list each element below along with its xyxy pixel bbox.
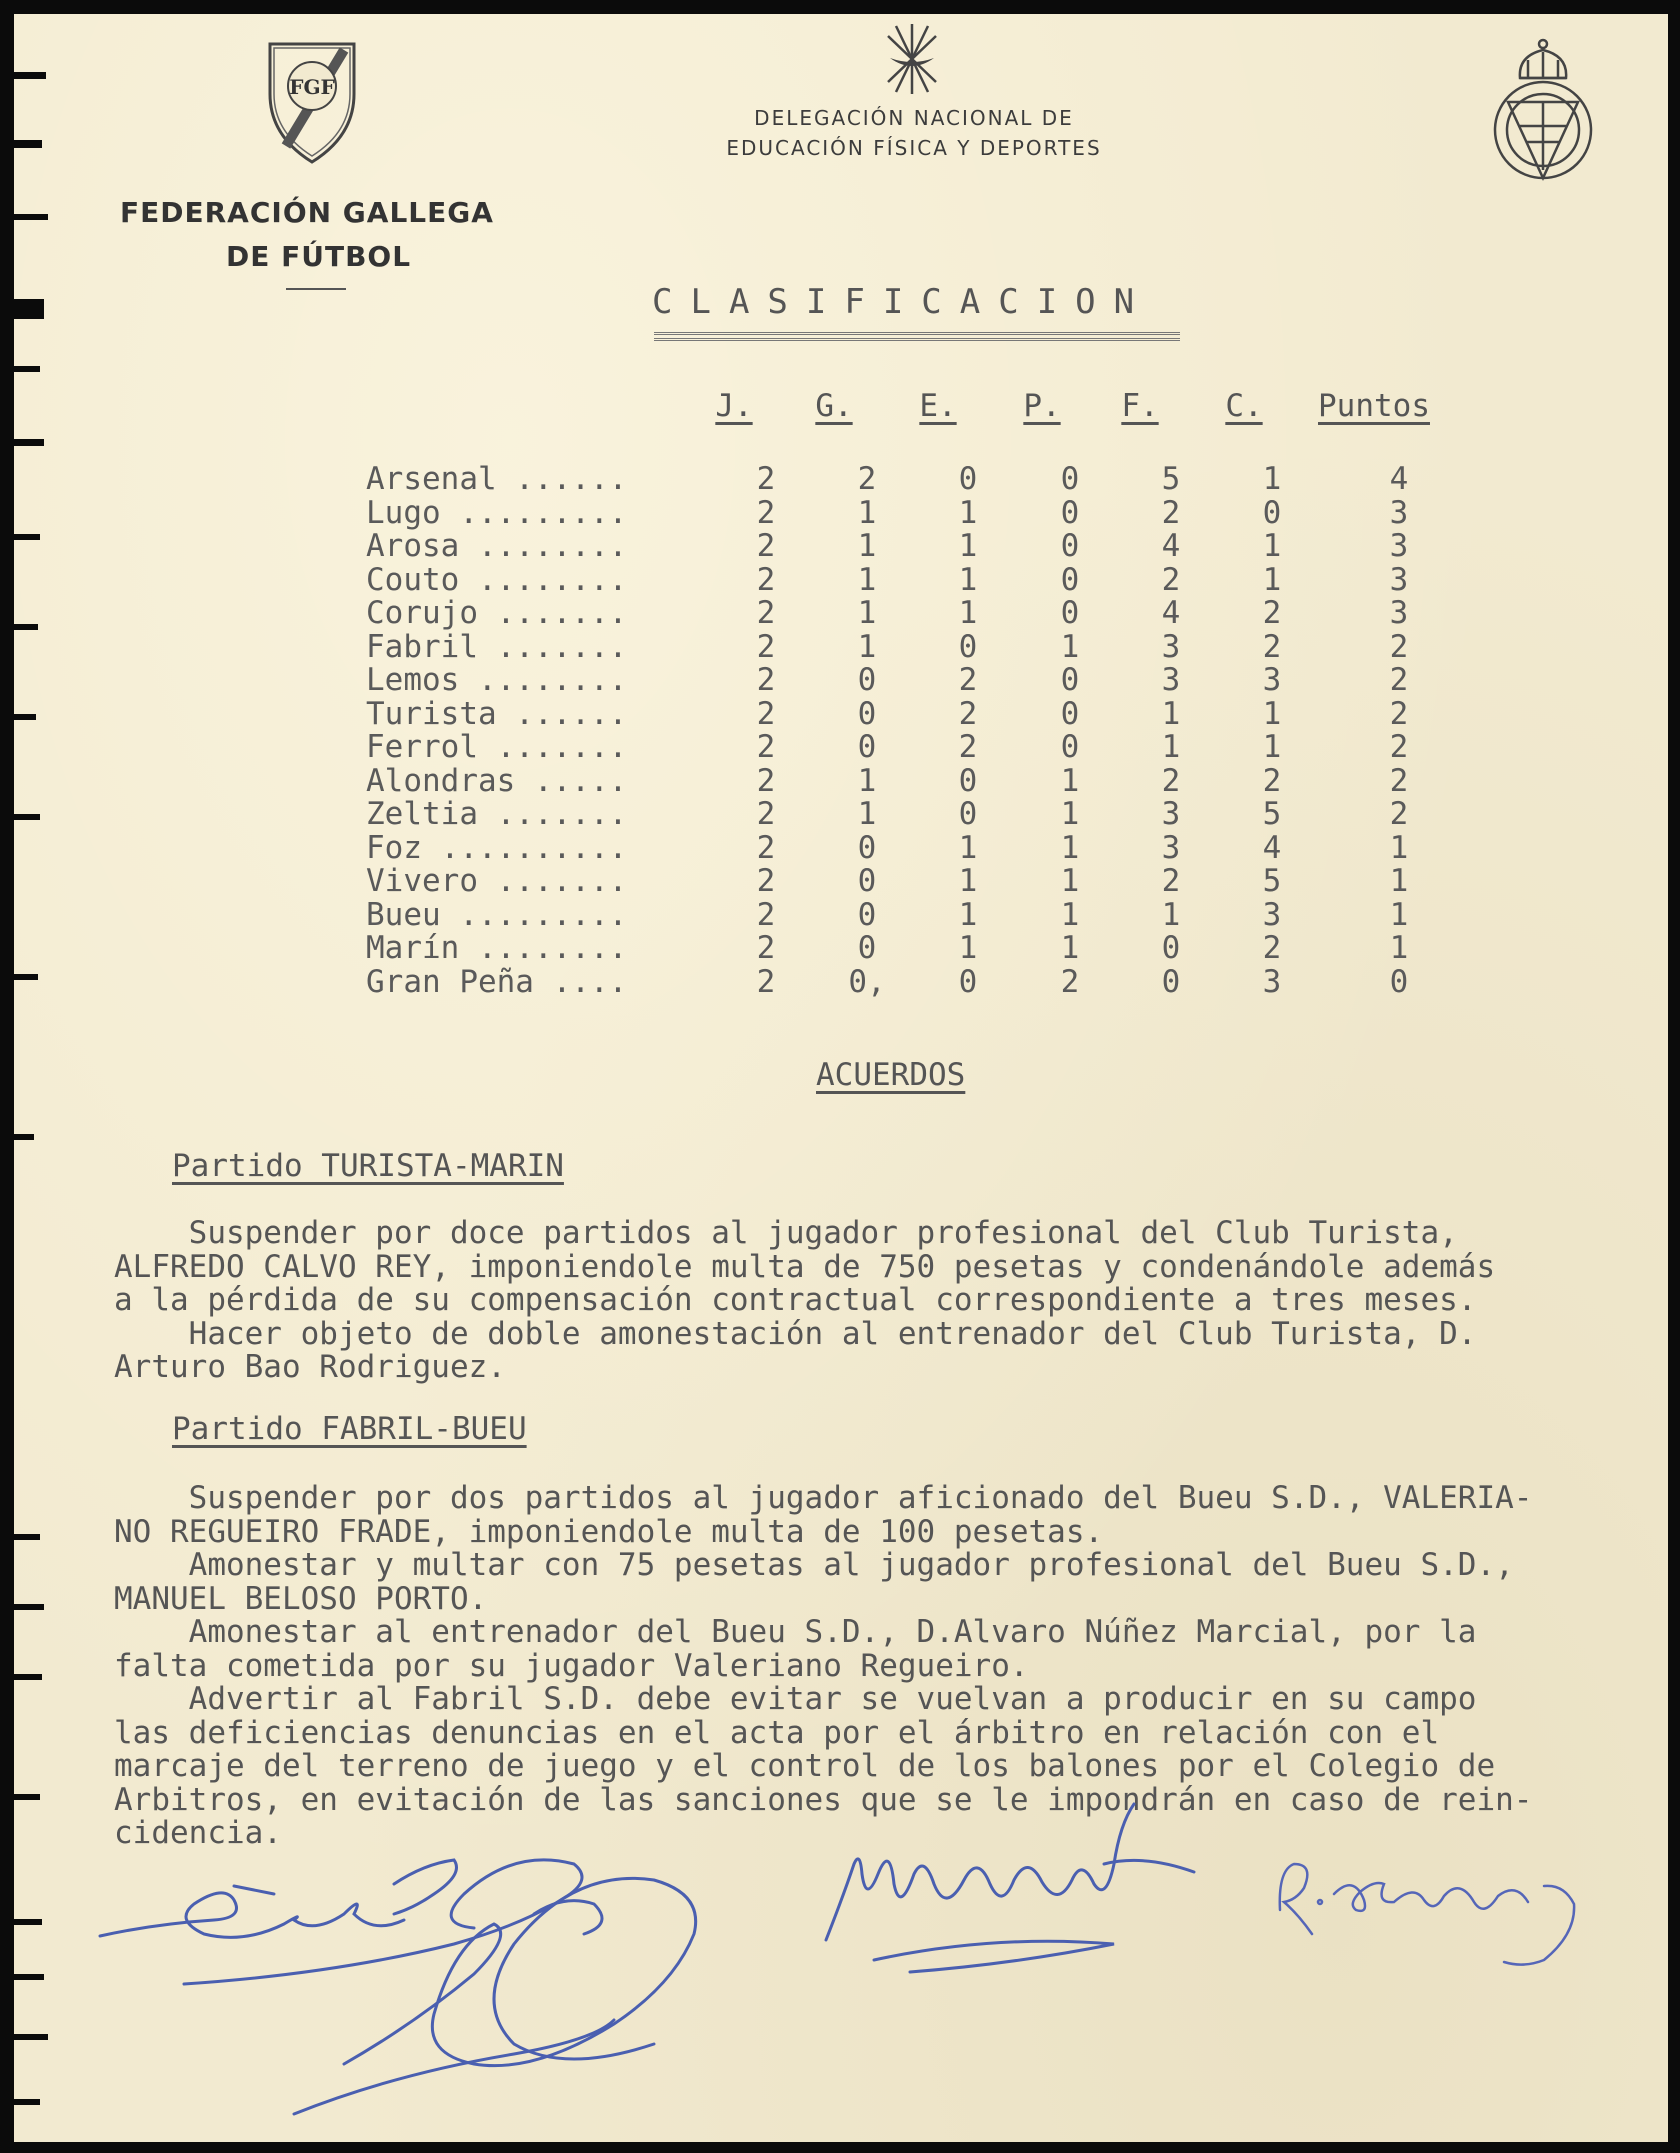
cell-f: 3 — [1161, 829, 1181, 866]
standings-row — [366, 597, 1476, 631]
body-text-line: MANUEL BELOSO PORTO. — [114, 1580, 488, 1617]
cell-c: 3 — [1262, 896, 1282, 933]
signature-3 — [1264, 1844, 1594, 1974]
cell-c: 2 — [1262, 628, 1282, 665]
standings-title: CLASIFICACION — [652, 282, 1153, 322]
cell-p: 0 — [1060, 595, 1080, 631]
cell-f: 0 — [1161, 930, 1181, 966]
team-name: Turista ...... — [366, 695, 628, 732]
column-header-g: G. — [815, 388, 853, 424]
body-text-line: Advertir al Fabril S.D. debe evitar se vuelvan a producir en su campo — [114, 1681, 1477, 1717]
cell-c: 3 — [1262, 662, 1282, 698]
cell-f: 2 — [1161, 863, 1181, 899]
cell-e: 1 — [958, 863, 978, 899]
cell-j: 2 — [756, 762, 776, 799]
cell-j: 2 — [756, 930, 776, 966]
document-page — [14, 14, 1668, 2142]
standings-row — [366, 966, 1476, 1000]
cell-j: 2 — [756, 695, 776, 732]
cell-j: 2 — [756, 729, 776, 765]
edge-mark — [0, 624, 38, 630]
cell-p: 0 — [1060, 528, 1080, 564]
cell-c: 4 — [1262, 829, 1282, 866]
body-text-line: Arturo Bao Rodriguez. — [114, 1349, 506, 1385]
standings-row — [366, 798, 1476, 832]
team-name: Vivero ....... — [366, 863, 628, 899]
team-name: Gran Peña .... — [366, 963, 628, 1000]
cell-g: 1 — [857, 494, 877, 531]
body-text-line: las deficiencias denuncias en el acta por el árbitro en relación con el — [114, 1714, 1440, 1751]
cell-c: 2 — [1262, 595, 1282, 631]
cell-e: 1 — [958, 528, 978, 564]
cell-j: 2 — [756, 829, 776, 866]
cell-p: 1 — [1060, 628, 1080, 665]
column-header-p: P. — [1023, 388, 1061, 424]
cell-c: 1 — [1262, 461, 1282, 497]
federation-rule — [286, 288, 346, 290]
federation-crest-logo — [264, 36, 360, 166]
cell-f: 5 — [1161, 461, 1181, 497]
body-text-line: a la pérdida de su compensación contractual correspondiente a tres meses. — [114, 1282, 1477, 1318]
edge-mark — [0, 439, 44, 446]
cell-j: 2 — [756, 662, 776, 698]
team-name: Foz .......... — [366, 829, 628, 866]
body-text-line: marcaje del terreno de juego y el control de los balones por el Colegio de — [114, 1748, 1496, 1784]
standings-row — [366, 530, 1476, 564]
cell-puntos: 2 — [1389, 662, 1409, 698]
cell-j: 2 — [756, 628, 776, 665]
cell-e: 1 — [958, 561, 978, 598]
cell-j: 2 — [756, 461, 776, 497]
team-name: Lemos ........ — [366, 662, 628, 698]
cell-puntos: 3 — [1389, 561, 1409, 598]
cell-j: 2 — [756, 528, 776, 564]
federation-name-line2: DE FÚTBOL — [226, 240, 412, 273]
cell-g: 1 — [857, 628, 877, 665]
cell-g: 0 — [857, 695, 877, 732]
section-title-turista-marin: Partido TURISTA-MARIN — [172, 1148, 564, 1184]
team-name: Bueu ......... — [366, 896, 628, 933]
cell-j: 2 — [756, 863, 776, 899]
royal-football-crest-logo — [1488, 30, 1598, 190]
cell-g: 0 — [857, 863, 877, 899]
cell-c: 1 — [1262, 729, 1282, 765]
body-text-line: falta cometida por su jugador Valeriano Regueiro. — [114, 1647, 1029, 1684]
cell-puntos: 2 — [1389, 762, 1409, 799]
cell-p: 2 — [1060, 963, 1080, 1000]
team-name: Fabril ....... — [366, 628, 628, 665]
standings-row — [366, 899, 1476, 933]
cell-puntos: 2 — [1389, 628, 1409, 665]
title-double-rule — [654, 338, 1180, 344]
cell-puntos: 3 — [1389, 595, 1409, 631]
cell-g: 0 — [857, 729, 877, 765]
cell-f: 0 — [1161, 963, 1181, 1000]
cell-c: 1 — [1262, 528, 1282, 564]
cell-c: 5 — [1262, 796, 1282, 832]
cell-c: 1 — [1262, 561, 1282, 598]
cell-f: 2 — [1161, 561, 1181, 598]
cell-e: 0 — [958, 461, 978, 497]
body-text-line: cidencia. — [114, 1815, 282, 1851]
cell-j: 2 — [756, 494, 776, 531]
cell-e: 1 — [958, 896, 978, 933]
cell-f: 1 — [1161, 695, 1181, 732]
federation-name-line1: FEDERACIÓN GALLEGA — [120, 196, 494, 229]
cell-puntos: 3 — [1389, 528, 1409, 564]
cell-c: 1 — [1262, 695, 1282, 732]
cell-e: 2 — [958, 695, 978, 732]
standings-row — [366, 497, 1476, 531]
cell-p: 1 — [1060, 863, 1080, 899]
edge-mark — [0, 714, 36, 720]
cell-g: 0, — [848, 963, 886, 1000]
edge-mark — [0, 2099, 40, 2105]
column-header-e: E. — [919, 388, 957, 424]
cell-p: 0 — [1060, 729, 1080, 765]
edge-mark — [0, 974, 38, 980]
cell-p: 0 — [1060, 662, 1080, 698]
cell-p: 1 — [1060, 796, 1080, 832]
cell-puntos: 1 — [1389, 829, 1409, 866]
edge-mark — [0, 366, 40, 372]
team-name: Lugo ......... — [366, 494, 628, 531]
cell-g: 0 — [857, 930, 877, 966]
body-text-line: Suspender por dos partidos al jugador aficionado del Bueu S.D., VALERIA- — [114, 1480, 1533, 1516]
cell-f: 3 — [1161, 662, 1181, 698]
team-name: Zeltia ....... — [366, 796, 628, 832]
column-header-puntos: Puntos — [1318, 388, 1430, 424]
cell-f: 3 — [1161, 796, 1181, 832]
team-name: Couto ........ — [366, 561, 628, 598]
yoke-arrows-emblem — [882, 18, 942, 98]
standings-row — [366, 832, 1476, 866]
cell-f: 2 — [1161, 494, 1181, 531]
cell-c: 2 — [1262, 930, 1282, 966]
cell-p: 0 — [1060, 695, 1080, 732]
body-text-line: ALFREDO CALVO REY, imponiendole multa de 750 pesetas y condenándole además — [114, 1248, 1496, 1285]
delegation-line2: EDUCACIÓN FÍSICA Y DEPORTES — [726, 136, 1102, 160]
cell-p: 1 — [1060, 762, 1080, 799]
cell-f: 1 — [1161, 896, 1181, 933]
cell-p: 1 — [1060, 930, 1080, 966]
edge-mark — [0, 534, 40, 540]
team-name: Arsenal ...... — [366, 461, 628, 497]
edge-mark — [0, 2034, 48, 2040]
cell-p: 1 — [1060, 829, 1080, 866]
standings-row — [366, 463, 1476, 497]
cell-e: 1 — [958, 494, 978, 531]
cell-e: 0 — [958, 762, 978, 799]
edge-mark — [0, 1794, 40, 1800]
acuerdos-heading: ACUERDOS — [816, 1057, 966, 1093]
signature-2 — [814, 1784, 1214, 1984]
cell-c: 2 — [1262, 762, 1282, 799]
delegation-line1: DELEGACIÓN NACIONAL DE — [754, 106, 1074, 130]
section-body-turista-marin — [114, 1217, 1495, 1385]
column-header-j: J. — [715, 388, 753, 424]
standings-row — [366, 932, 1476, 966]
body-text-line: Suspender por doce partidos al jugador profesional del Club Turista, — [114, 1215, 1458, 1251]
cell-g: 0 — [857, 829, 877, 866]
standings-row — [366, 865, 1476, 899]
edge-mark — [0, 814, 40, 820]
cell-p: 1 — [1060, 896, 1080, 933]
cell-puntos: 4 — [1389, 461, 1409, 497]
cell-g: 1 — [857, 561, 877, 598]
column-header-c: C. — [1225, 388, 1263, 424]
cell-f: 1 — [1161, 729, 1181, 765]
cell-p: 0 — [1060, 561, 1080, 598]
cell-c: 0 — [1262, 494, 1282, 531]
cell-j: 2 — [756, 561, 776, 598]
edge-mark — [0, 299, 44, 319]
standings-row — [366, 765, 1476, 799]
cell-g: 2 — [857, 461, 877, 497]
cell-f: 4 — [1161, 595, 1181, 631]
body-text-line: Amonestar y multar con 75 pesetas al jugador profesional del Bueu S.D., — [114, 1547, 1514, 1583]
cell-puntos: 3 — [1389, 494, 1409, 531]
cell-e: 0 — [958, 796, 978, 832]
cell-puntos: 2 — [1389, 729, 1409, 765]
cell-puntos: 2 — [1389, 695, 1409, 732]
cell-e: 0 — [958, 628, 978, 665]
cell-c: 3 — [1262, 963, 1282, 1000]
cell-p: 0 — [1060, 494, 1080, 531]
cell-f: 3 — [1161, 628, 1181, 665]
cell-puntos: 1 — [1389, 896, 1409, 933]
cell-g: 1 — [857, 796, 877, 832]
body-text-line: NO REGUEIRO FRADE, imponiendole multa de 100 pesetas. — [114, 1513, 1104, 1550]
edge-mark — [0, 1919, 42, 1925]
cell-e: 1 — [958, 595, 978, 631]
cell-e: 2 — [958, 662, 978, 698]
edge-mark — [0, 140, 42, 148]
cell-j: 2 — [756, 595, 776, 631]
cell-f: 4 — [1161, 528, 1181, 564]
body-text-line: Amonestar al entrenador del Bueu S.D., D.Alvaro Núñez Marcial, por la — [114, 1614, 1477, 1650]
edge-mark — [0, 1534, 40, 1540]
standings-row — [366, 631, 1476, 665]
edge-mark — [0, 72, 46, 79]
body-text-line: Hacer objeto de doble amonestación al entrenador del Club Turista, D. — [114, 1315, 1477, 1352]
body-text-line: Arbitros, en evitación de las sanciones que se le impondrán en caso de rein- — [114, 1781, 1533, 1818]
cell-puntos: 1 — [1389, 930, 1409, 966]
team-name: Ferrol ....... — [366, 729, 628, 765]
cell-g: 1 — [857, 595, 877, 631]
cell-e: 2 — [958, 729, 978, 765]
cell-j: 2 — [756, 896, 776, 933]
edge-mark — [0, 214, 48, 220]
signature-1 — [94, 1824, 774, 2124]
section-title-fabril-bueu: Partido FABRIL-BUEU — [172, 1411, 527, 1447]
edge-mark — [0, 1134, 34, 1140]
cell-g: 1 — [857, 528, 877, 564]
standings-row — [366, 731, 1476, 765]
cell-puntos: 2 — [1389, 796, 1409, 832]
team-name: Corujo ....... — [366, 595, 628, 631]
svg-text:FGF: FGF — [289, 75, 335, 99]
edge-mark — [0, 1674, 42, 1680]
cell-c: 5 — [1262, 863, 1282, 899]
edge-mark — [0, 1974, 44, 1980]
cell-e: 0 — [958, 963, 978, 1000]
cell-puntos: 1 — [1389, 863, 1409, 899]
cell-puntos: 0 — [1389, 963, 1409, 1000]
standings-row — [366, 698, 1476, 732]
cell-j: 2 — [756, 963, 776, 1000]
team-name: Arosa ........ — [366, 528, 628, 564]
cell-p: 0 — [1060, 461, 1080, 497]
column-header-f: F. — [1121, 388, 1159, 424]
standings-row — [366, 664, 1476, 698]
standings-row — [366, 564, 1476, 598]
cell-g: 0 — [857, 662, 877, 698]
team-name: Marín ........ — [366, 930, 628, 966]
standings-table — [366, 463, 1476, 999]
cell-e: 1 — [958, 930, 978, 966]
cell-j: 2 — [756, 796, 776, 832]
cell-f: 2 — [1161, 762, 1181, 799]
edge-mark — [0, 1604, 44, 1610]
team-name: Alondras ..... — [366, 762, 628, 799]
cell-g: 0 — [857, 896, 877, 933]
cell-g: 1 — [857, 762, 877, 799]
cell-e: 1 — [958, 829, 978, 866]
